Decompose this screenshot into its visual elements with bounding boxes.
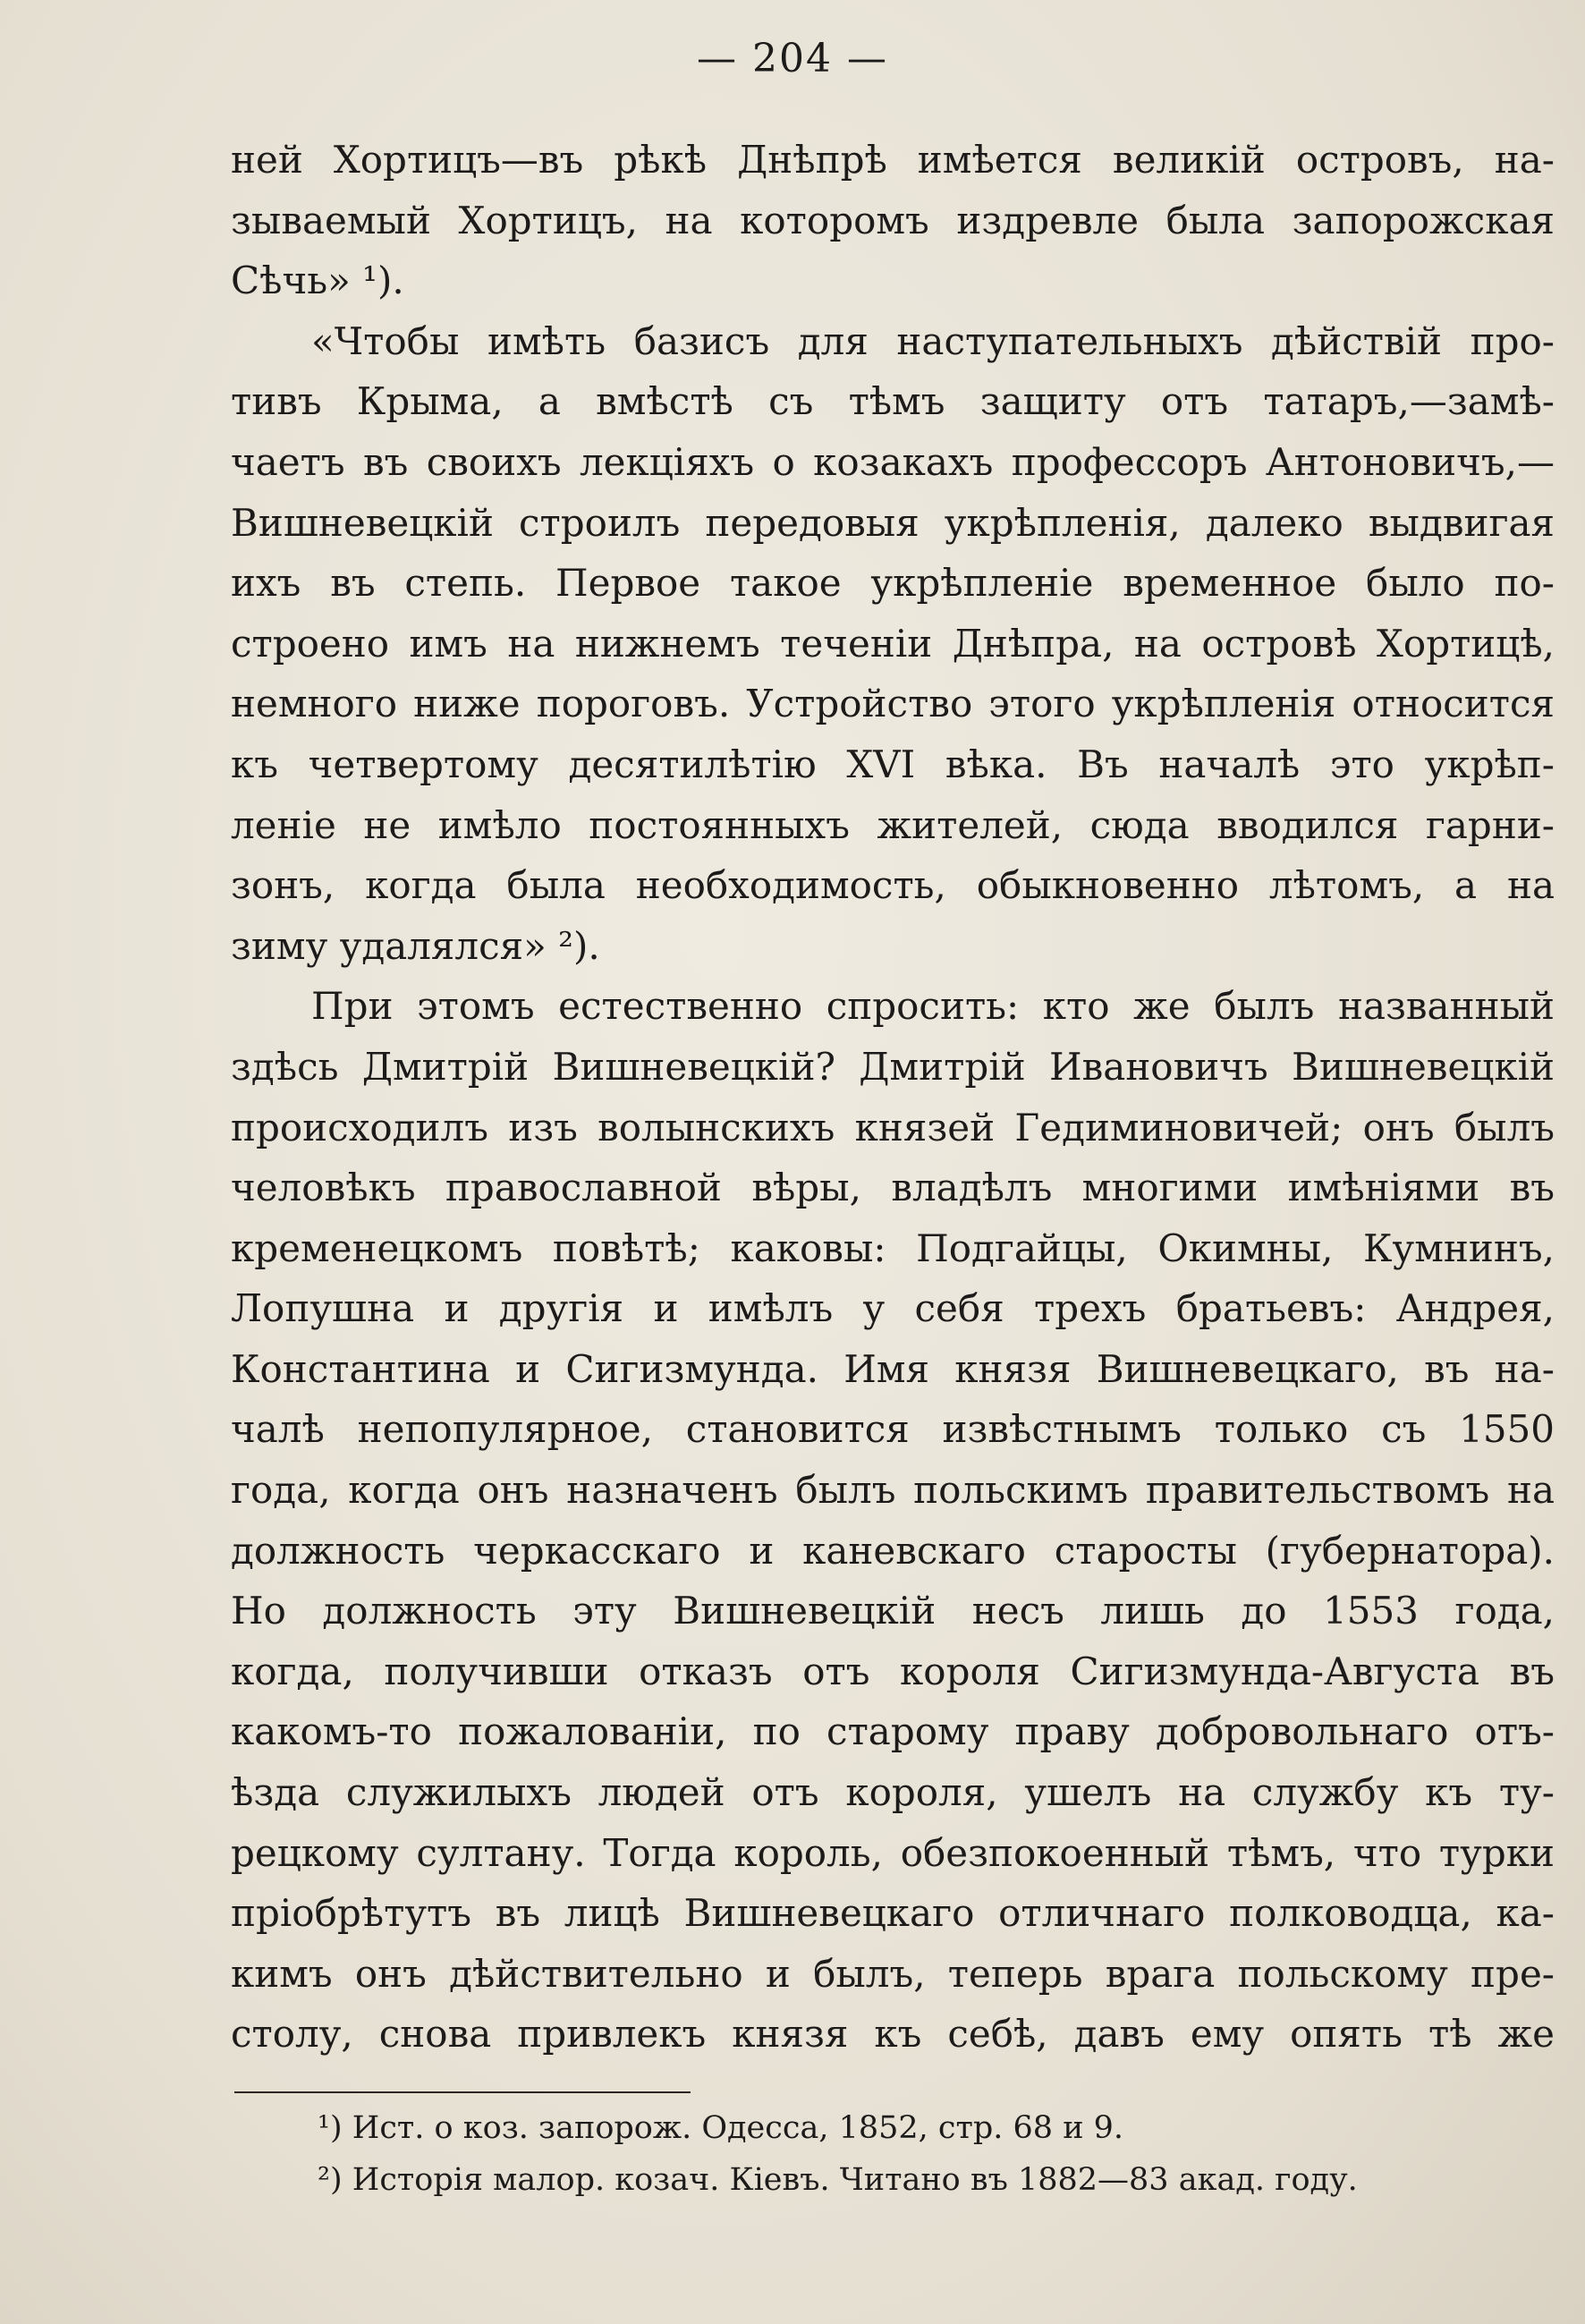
- text-line: леніе не имѣло постоянныхъ жителей, сюда вводился гарни-: [231, 802, 1555, 847]
- footnote-2: ²) Исторія малор. козач. Кіевъ. Читано въ 1882—83 акад. году.: [318, 2162, 1358, 2198]
- text-line: Но должность эту Вишневецкій несъ лишь до 1553 года,: [231, 1589, 1555, 1633]
- text-line: чалѣ непопулярное, становится извѣстнымъ только съ 1550: [231, 1407, 1555, 1452]
- text-line: немного ниже пороговъ. Устройство этого укрѣпленія относится: [231, 682, 1555, 726]
- text-line: Вишневецкій строилъ передовыя укрѣпленія, далеко выдвигая: [231, 500, 1555, 545]
- text-line: года, когда онъ назначенъ былъ польскимъ правительствомъ на: [231, 1468, 1555, 1513]
- text-line: должность черкасскаго и каневскаго старосты (губернатора).: [231, 1528, 1555, 1573]
- text-line: столу, снова привлекъ князя къ себѣ, давъ ему опять тѣ же: [231, 2012, 1555, 2057]
- text-line: строено имъ на нижнемъ теченіи Днѣпра, на островѣ Хортицѣ,: [231, 621, 1555, 666]
- paragraph-1: [231, 130, 1555, 311]
- text-line: При этомъ естественно спросить: кто же былъ названный: [311, 984, 1555, 1029]
- text-line: зонъ, когда была необходимость, обыкновенно лѣтомъ, а на: [231, 863, 1555, 908]
- page-number: — 204 —: [697, 36, 888, 81]
- text-line: зываемый Хортицъ, на которомъ издревле была запорожская: [231, 198, 1555, 242]
- text-line: чаетъ въ своихъ лекціяхъ о козакахъ профессоръ Антоновичъ,—: [231, 439, 1555, 484]
- text-line: человѣкъ православной вѣры, владѣлъ многими имѣніями въ: [231, 1166, 1555, 1210]
- text-line: пріобрѣтутъ въ лицѣ Вишневецкаго отличнаго полководца, ка-: [231, 1891, 1555, 1936]
- text-line: ѣзда служилыхъ людей отъ короля, ушелъ на службу къ ту-: [231, 1770, 1555, 1815]
- text-line: Лопушна и другія и имѣлъ у себя трехъ братьевъ: Андрея,: [231, 1286, 1555, 1331]
- text-line: ней Хортицъ—въ рѣкѣ Днѣпрѣ имѣется великій островъ, на-: [231, 138, 1555, 182]
- text-line: Константина и Сигизмунда. Имя князя Вишневецкаго, въ на-: [231, 1346, 1555, 1391]
- text-line: Сѣчь» ¹).: [231, 259, 404, 303]
- text-line: ихъ въ степь. Первое такое укрѣпленіе временное было по-: [231, 561, 1555, 606]
- paragraph-3: [231, 976, 1555, 2065]
- footnotes: [318, 2102, 1498, 2206]
- text-line: зиму удалялся» ²).: [231, 923, 600, 968]
- text-line: здѣсь Дмитрій Вишневецкій? Дмитрій Ивановичъ Вишневецкій: [231, 1044, 1555, 1089]
- text-line: рецкому султану. Тогда король, обезпокоенный тѣмъ, что турки: [231, 1830, 1555, 1875]
- text-line: кимъ онъ дѣйствительно и былъ, теперь врага польскому пре-: [231, 1951, 1555, 1996]
- text-line: тивъ Крыма, а вмѣстѣ съ тѣмъ защиту отъ татаръ,—замѣ-: [231, 379, 1555, 424]
- text-line: «Чтобы имѣть базисъ для наступательныхъ дѣйствій про-: [311, 318, 1555, 363]
- text-line: кременецкомъ повѣтѣ; каковы: Подгайцы, Окимны, Кумнинъ,: [231, 1226, 1555, 1270]
- paragraph-2: [231, 311, 1555, 977]
- footnote-divider: [234, 2091, 691, 2093]
- text-line: когда, получивши отказъ отъ короля Сигизмунда-Августа въ: [231, 1649, 1555, 1693]
- footnote-1: ¹) Ист. о коз. запорож. Одесса, 1852, стр. 68 и 9.: [318, 2110, 1124, 2146]
- text-line: къ четвертому десятилѣтію XVI вѣка. Въ началѣ это укрѣп-: [231, 742, 1555, 786]
- text-line: происходилъ изъ волынскихъ князей Гедиминовичей; онъ былъ: [231, 1105, 1555, 1149]
- text-line: какомъ-то пожалованіи, по старому праву добровольнаго отъ-: [231, 1709, 1555, 1754]
- body-text: [231, 130, 1555, 2065]
